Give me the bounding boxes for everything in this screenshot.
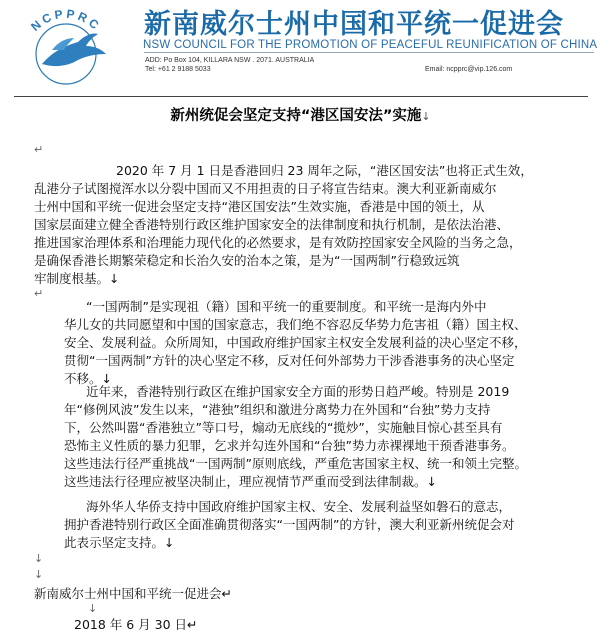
header-rule: [14, 96, 588, 97]
paragraph-mark: ↵: [34, 143, 44, 156]
document-title: [0, 104, 601, 125]
svg-text:NCPPRC: [28, 7, 104, 34]
organization-name-english: NSW COUNCIL FOR THE PROMOTION OF PEACEFUL REUNIFICATION OF CHINA: [143, 39, 598, 51]
paragraph-2-line-5: 不移。↓: [64, 371, 112, 386]
empty-line-mark: ↓: [34, 552, 44, 565]
paragraph-2-line-4: 贯彻“一国两制”方针的决心坚定不移，反对任何外部势力干涉香港事务的决心坚定: [64, 353, 515, 368]
paragraph-2-line-2: 华儿女的共同愿望和中国的国家意志，我们绝不容忍反华势力危害祖（籍）国主权、: [64, 317, 527, 332]
signature-date: 2018 年 6 月 30 日↵: [74, 617, 198, 632]
paragraph-1-line-2: 乱港分子试图搅浑水以分裂中国而又不用担责的日子将宣告结束。澳大利亚新南威尔: [34, 181, 497, 196]
address-line: ADD: Po Box 104, KILLARA NSW . 2071. AUSTRALIA: [145, 57, 315, 64]
paragraph-1-line-7: 牢制度根基。↓: [34, 271, 120, 286]
letterhead-divider: [144, 52, 594, 53]
paragraph-3-line-5: 这些违法行径严重挑战“一国两制”原则底线，严重危害国家主权、统一和领土完整。: [64, 456, 527, 471]
paragraph-4-line-2: 拥护香港特别行政区全面准确贯彻落实“一国两制”的方针，澳大利亚新州统促会对: [64, 517, 515, 532]
paragraph-1-line-3: 士州中国和平统一促进会坚定支持“港区国安法”生效实施，香港是中国的领土，从: [34, 199, 485, 214]
paragraph-mark: ↵: [34, 287, 44, 300]
phone-line: Tel: +61 2 9188 5033: [145, 66, 211, 73]
organization-logo: [12, 2, 120, 86]
paragraph-3-line-6: 这些违法行径理应被坚决制止，理应视情节严重而受到法律制裁。↓: [64, 474, 437, 489]
return-mark: ↓: [421, 110, 431, 123]
signature-organization: 新南威尔士州中国和平统一促进会↵: [34, 586, 232, 601]
empty-line-mark: ↓: [34, 568, 44, 581]
organization-email: Email: ncpprc@vip.126.com: [425, 66, 513, 73]
logo-text: NCPPRC: [28, 6, 104, 34]
paragraph-1-line-5: 推进国家治理体系和治理能力现代化的必然要求，是有效防控国家安全风险的当务之急，: [34, 235, 522, 250]
paragraph-2-line-1: “一国两制”是实现祖（籍）国和平统一的重要制度。和平统一是海内外中: [86, 299, 487, 314]
empty-line-mark: ↓: [88, 602, 98, 615]
paragraph-3-line-4: 恐怖主义性质的暴力犯罪，乞求并勾连外国和“台独”势力赤裸裸地干预香港事务。: [64, 438, 515, 453]
paragraph-2-line-3: 安全、发展利益。众所周知，中国政府维护国家主权安全发展利益的决心坚定不移，: [64, 335, 527, 350]
paragraph-3-line-3: 下，公然叫嚣“香港独立”等口号，煽动无底线的“揽炒”，实施触目惊心甚至具有: [64, 420, 503, 435]
paragraph-3-line-2: 年“修例风波”发生以来，“港独”组织和激进分离势力在外国和“台独”势力支持: [64, 402, 491, 417]
paragraph-1-line-6: 是确保香港长期繁荣稳定和长治久安的治本之策，是为“一国两制”行稳致远筑: [34, 253, 460, 268]
paragraph-1-line-1: 2020 年 7 月 1 日是香港回归 23 周年之际，“港区国安法”也将正式生效，: [116, 163, 533, 178]
document-title-text: 新州统促会坚定支持“港区国安法”实施: [170, 108, 422, 124]
organization-name-chinese: 新南威尔士州中国和平统一促进会: [144, 9, 564, 40]
paragraph-3-line-1: 近年来，香港特别行政区在维护国家安全方面的形势日趋严峻。特别是 2019: [86, 384, 510, 399]
paragraph-4-line-3: 此表示坚定支持。↓: [64, 535, 175, 550]
paragraph-1-line-4: 国家层面建立健全香港特别行政区维护国家安全的法律制度和执行机制，是依法治港、: [34, 217, 510, 232]
paragraph-4-line-1: 海外华人华侨支持中国政府维护国家主权、安全、发展利益坚如磐石的意志，: [86, 499, 512, 514]
organization-address: [145, 56, 314, 74]
